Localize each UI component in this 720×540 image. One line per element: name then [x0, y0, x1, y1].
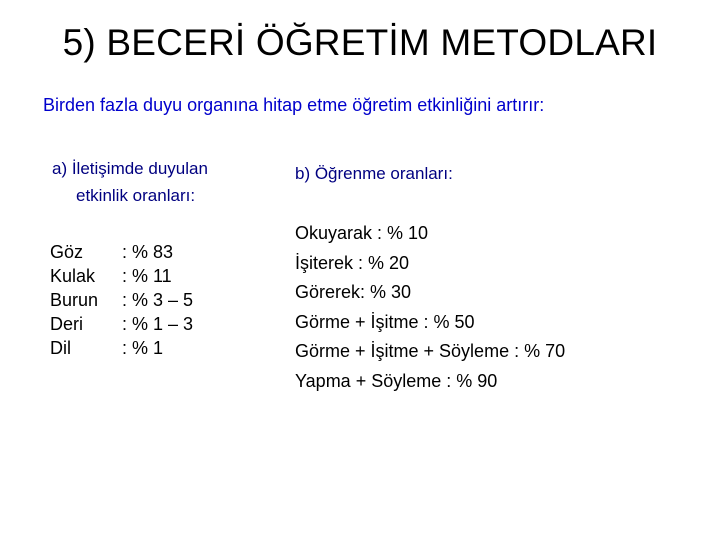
sense-name: Göz	[50, 242, 84, 262]
sense-name: Deri	[50, 314, 84, 334]
learning-rate-list	[295, 219, 565, 396]
list-item: Görerek: % 30	[295, 282, 412, 302]
list-item: İşiterek : % 20	[295, 252, 410, 273]
slide-subtitle: Birden fazla duyu organına hitap etme öğretim etkinliğini artırır:	[43, 95, 545, 115]
section-a-heading-line2: etkinlik oranları:	[76, 186, 196, 205]
list-item: Okuyarak : % 10	[295, 223, 429, 243]
section-b-heading: b) Öğrenme oranları:	[295, 164, 453, 183]
sense-value: : % 83	[122, 242, 174, 262]
list-item: Görme + İşitme + Söyleme : % 70	[295, 341, 566, 361]
sense-name: Dil	[50, 338, 71, 358]
section-a-heading	[52, 155, 282, 209]
sense-value: : % 3 – 5	[122, 290, 194, 310]
sense-value: : % 1 – 3	[122, 314, 194, 334]
list-item	[50, 240, 193, 264]
list-item	[50, 336, 193, 360]
section-a-heading-line1: a) İletişimde duyulan	[52, 159, 208, 178]
list-item: Görme + İşitme : % 50	[295, 311, 475, 332]
list-item	[50, 288, 193, 312]
section-a	[52, 155, 282, 209]
list-item: Yapma + Söyleme : % 90	[295, 370, 498, 391]
list-item	[50, 312, 193, 336]
slide-title: 5) BECERİ ÖĞRETİM METODLARI	[62, 22, 658, 63]
list-item	[50, 264, 193, 288]
sense-value: : % 1	[122, 338, 164, 358]
sense-value: : % 11	[122, 266, 172, 286]
sense-name: Kulak	[50, 266, 96, 286]
sense-list	[50, 240, 193, 360]
sense-name: Burun	[50, 290, 99, 310]
